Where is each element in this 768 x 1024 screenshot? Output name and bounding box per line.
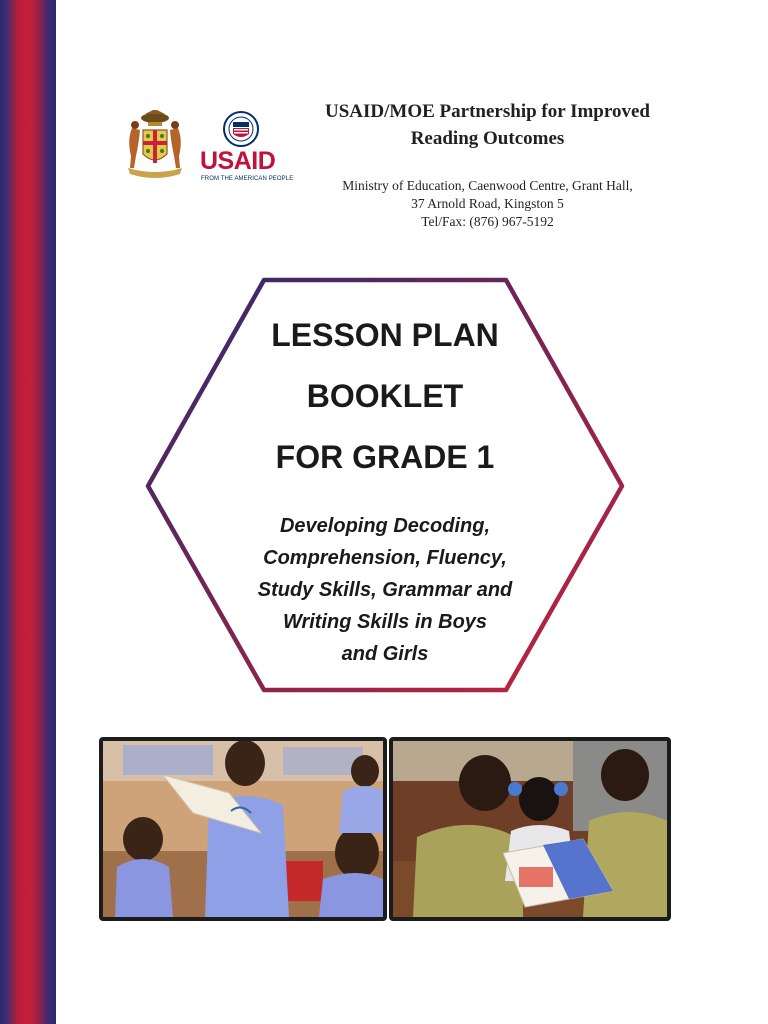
address-line3: Tel/Fax: (876) 967-5192 [421, 214, 554, 229]
booklet-title-line2: BOOKLET [306, 378, 464, 414]
partnership-title [290, 98, 685, 152]
booklet-title [160, 305, 610, 488]
subtitle-line5: and Girls [341, 643, 429, 665]
booklet-title-line1: LESSON PLAN [271, 317, 499, 353]
subtitle-line2: Comprehension, Fluency, [263, 547, 507, 569]
ministry-address [290, 177, 685, 231]
address-line1: Ministry of Education, Caenwood Centre, Grant Hall, [342, 178, 633, 193]
partnership-title-line1: USAID/MOE Partnership for Improved [325, 101, 650, 122]
usaid-wordmark: USAID [200, 147, 276, 175]
subtitle-line1: Developing Decoding, [279, 515, 491, 537]
address-line2: 37 Arnold Road, Kingston 5 [411, 196, 564, 211]
usaid-tagline: FROM THE AMERICAN PEOPLE [201, 176, 294, 182]
left-decorative-stripe [0, 0, 56, 1024]
desk-reading-photo [389, 737, 671, 921]
partnership-title-line2: Reading Outcomes [410, 128, 565, 149]
booklet-subtitle [200, 510, 570, 670]
logo-group [118, 110, 294, 190]
booklet-title-line3: FOR GRADE 1 [275, 439, 495, 475]
usaid-seal-icon [224, 112, 258, 146]
subtitle-line3: Study Skills, Grammar and [257, 579, 513, 601]
subtitle-line4: Writing Skills in Boys [282, 611, 488, 633]
classroom-reading-photo [99, 737, 387, 921]
